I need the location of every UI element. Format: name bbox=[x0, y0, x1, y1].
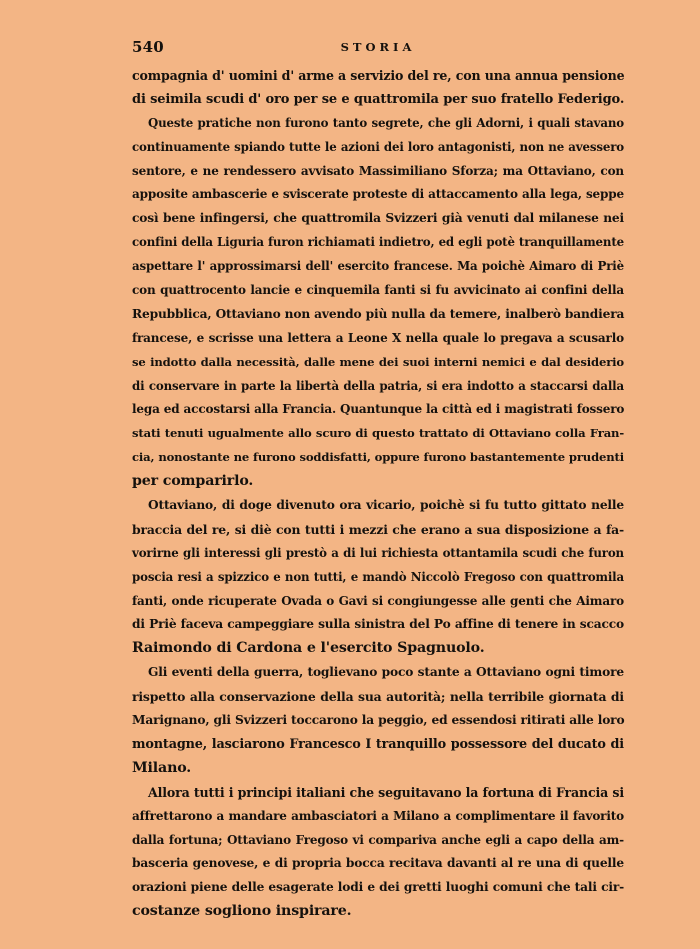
text-line: dalla fortuna; Ottaviano Fregoso vi compariva anche egli a capo della am- bbox=[132, 832, 624, 847]
text-line: Gli eventi della guerra, toglievano poco stante a Ottaviano ogni timore bbox=[148, 665, 624, 680]
text-line: così bene infingersi, che quattromila Svizzeri già venuti dal milanese nei bbox=[132, 211, 624, 226]
paragraph bbox=[132, 112, 624, 494]
paragraph bbox=[132, 494, 624, 661]
text-line: di Priè faceva campeggiare sulla sinistra del Po affine di tenere in scacco bbox=[132, 617, 624, 632]
text-line: Queste pratiche non furono tanto segrete, che gli Adorni, i quali stavano bbox=[148, 115, 624, 130]
page-number: 540 bbox=[132, 38, 164, 56]
text-line: compagnia d' uomini d' arme a servizio del re, con una annua pensione bbox=[132, 68, 625, 83]
text-line: di conservare in parte la libertà della patria, si era indotto a staccarsi dalla bbox=[132, 378, 624, 393]
text-line: stati tenuti ugualmente allo scuro di questo trattato di Ottaviano colla Fran- bbox=[132, 426, 624, 441]
text-line: cia, nonostante ne furono soddisfatti, oppure furono bastantemente prudenti bbox=[132, 450, 624, 465]
text-line: Allora tutti i principi italiani che seguitavano la fortuna di Francia si bbox=[148, 784, 624, 800]
text-line: Milano. bbox=[132, 759, 192, 776]
text-line: montagne, lasciarono Francesco I tranquillo possessore del ducato di bbox=[132, 736, 624, 752]
text-line: braccia del re, si diè con tutti i mezzi che erano a sua disposizione a fa- bbox=[132, 521, 624, 537]
text-line: rispetto alla conservazione della sua autorità; nella terribile giornata di bbox=[132, 689, 624, 705]
text-line: costanze sogliono inspirare. bbox=[132, 903, 352, 920]
paragraph bbox=[132, 64, 624, 112]
running-head bbox=[132, 38, 624, 60]
text-line: francese, e scrisse una lettera a Leone X nella quale lo pregava a scusarlo bbox=[132, 330, 624, 345]
text-line: di seimila scudi d' oro per se e quattromila per suo fratello Federigo. bbox=[132, 91, 625, 107]
text-line: affrettarono a mandare ambasciatori a Milano a complimentare il favorito bbox=[132, 808, 624, 823]
text-line: continuamente spiando tutte le azioni dei loro antagonisti, non ne avessero bbox=[132, 139, 624, 154]
text-line: vorirne gli interessi gli prestò a di lui richiesta ottantamila scudi che furon bbox=[132, 545, 624, 560]
text-line: Raimondo di Cardona e l'esercito Spagnuolo. bbox=[132, 640, 485, 657]
text-line: apposite ambascerie e sviscerate proteste di attaccamento alla lega, seppe bbox=[132, 187, 624, 202]
text-line: basceria genovese, e di propria bocca recitava davanti al re una di quelle bbox=[132, 856, 624, 871]
text-line: confini della Liguria furon richiamati indietro, ed egli potè tranquillamente bbox=[132, 235, 624, 250]
text-line: Ottaviano, di doge divenuto ora vicario, poichè si fu tutto gittato nelle bbox=[148, 498, 624, 513]
text-line: lega ed accostarsi alla Francia. Quantunque la città ed i magistrati fossero bbox=[132, 402, 625, 417]
text-line: se indotto dalla necessità, dalle mene dei suoi interni nemici e dal desiderio bbox=[132, 354, 624, 369]
text-line: orazioni piene delle esagerate lodi e dei gretti luoghi comuni che tali cir- bbox=[132, 880, 624, 895]
running-title: STORIA bbox=[340, 40, 416, 54]
paragraph bbox=[132, 781, 624, 924]
text-line: poscia resi a spizzico e non tutti, e mandò Niccolò Fregoso con quattromila bbox=[132, 569, 624, 584]
text-line: Repubblica, Ottaviano non avendo più nulla da temere, inalberò bandiera bbox=[132, 306, 625, 321]
text-line: aspettare l' approssimarsi dell' esercito francese. Ma poichè Aimaro di Priè bbox=[132, 259, 624, 274]
body-text bbox=[132, 64, 624, 924]
text-line: per comparirlo. bbox=[132, 473, 254, 490]
text-line: Marignano, gli Svizzeri toccarono la peggio, ed essendosi ritirati alle loro bbox=[132, 713, 625, 728]
text-line: fanti, onde ricuperate Ovada o Gavi si congiungesse alle genti che Aimaro bbox=[132, 593, 624, 608]
paragraph bbox=[132, 661, 624, 780]
text-line: sentore, e ne rendessero avvisato Massimiliano Sforza; ma Ottaviano, con bbox=[132, 163, 624, 178]
text-line: con quattrocento lancie e cinquemila fanti si fu avvicinato ai confini della bbox=[132, 283, 624, 298]
